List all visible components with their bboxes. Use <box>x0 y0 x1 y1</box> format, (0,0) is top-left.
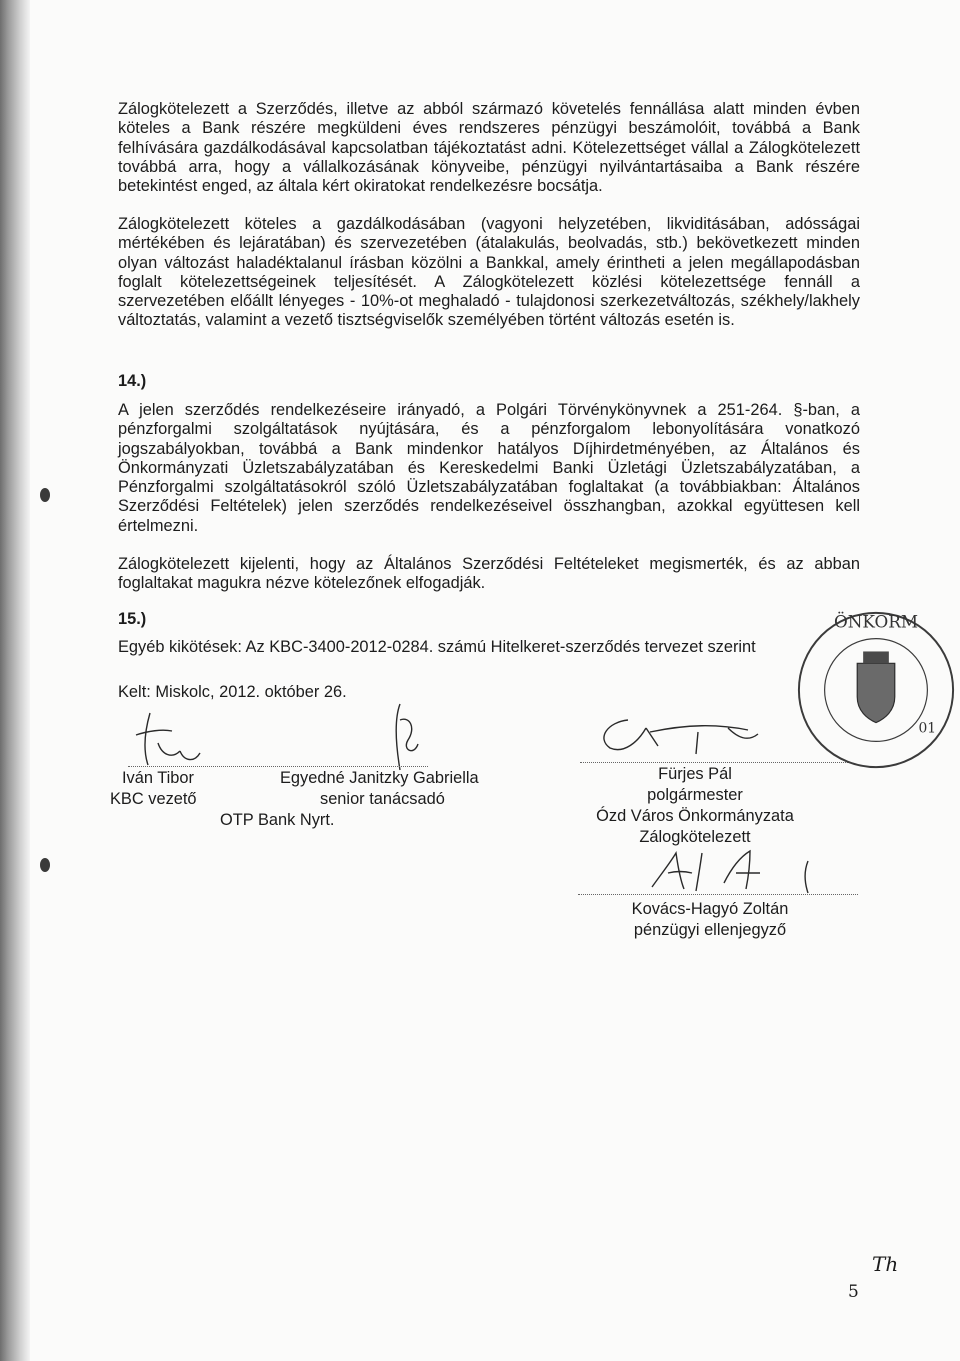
section-heading-15: 15.) <box>118 610 147 628</box>
municipality-name: Ózd Város Önkormányzata <box>596 807 794 825</box>
stamp-number: 01 <box>918 720 937 737</box>
signature-line-finance <box>578 894 858 895</box>
signatory-name-ivan-tibor: Iván Tibor <box>122 769 194 787</box>
signatory-name-furjes: Fürjes Pál <box>658 765 732 783</box>
paragraph-other-terms: Egyéb kikötések: Az KBC-3400-2012-0284. számú Hitelkeret-szerződés tervezet szerint <box>118 638 756 656</box>
bank-name: OTP Bank Nyrt. <box>220 811 335 829</box>
signature-janitzky <box>370 700 430 775</box>
paragraph-notification: Zálogkötelezett köteles a gazdálkodásában (vagyoni helyzetében, likviditásában, adósságai mértékében és lejáratában) és szervezetében (átalakulás, beolvadás, stb.) bekövetkezett minden olyan változást haladéktalanul írásban közölni a Bankkal, amely érintheti a jelen megállapodásban foglalt kötelezettségeinek teljesítését. A Zálogkötelezett közlési kötelezettsége fennáll a szervezetében előállt lényeges - 10%-ot meghaladó - tulajdonosi szerkezetváltozás, székhely/lakhely változtatás, valamint a vezető tisztségviselők személyében történt változás esetén is. <box>118 215 860 330</box>
signatory-title-kbc: KBC vezető <box>110 790 197 808</box>
signature-ivan-tibor <box>128 705 218 775</box>
signatory-name-janitzky: Egyedné Janitzky Gabriella <box>280 769 479 787</box>
signatory-title-finance: pénzügyi ellenjegyző <box>633 921 787 939</box>
page-initials: Th <box>872 1252 899 1276</box>
signature-furjes <box>588 702 788 762</box>
paragraph-acceptance: Zálogkötelezett kijelenti, hogy az Általános Szerződési Feltételeket megismerték, és az abban foglaltakat magukra nézve kötelezőnek elfogadják. <box>118 555 860 593</box>
signatory-name-kovacs-hagyo: Kovács-Hagyó Zoltán <box>631 900 789 918</box>
signatory-title-mayor: polgármester <box>647 786 743 804</box>
municipal-stamp <box>792 604 960 776</box>
role-pledgor: Zálogkötelezett <box>639 828 751 846</box>
page-number: 5 <box>848 1282 859 1302</box>
punch-hole <box>40 858 50 872</box>
paragraph-reporting: Zálogkötelezett a Szerződés, illetve az abból származó követelés fennállása alatt minden évben köteles a Bank részére megküldeni éves rendszeres pénzügyi beszámolóit, továbbá a Bank felhívására gazdálkodásával kapcsolatban tájékoztatást adni. Kötelezettséget vállal a Zálogkötelezett továbbá arra, hogy a vállalkozásának könyveibe, pénzügyi nyilvántartásaiba a Bank részére betekintést enged, az általa kért okiratokat rendelkezésre bocsátja. <box>118 100 860 196</box>
paragraph-governing-terms: A jelen szerződés rendelkezéseire irányadó, a Polgári Törvénykönyvnek a 251-264. §-ban, a pénzforgalmi szolgáltatások nyújtására, és a pénzforgalom lebonyolítására vonatkozó jogszabályokban, továbbá a Bank mindenkor hatályos Díjhirdetményében, az Általános és Önkormányzati Üzletszabályzatában és Kereskedelmi Banki Üzletági Üzletszabályzatában, a Pénzforgalmi szolgáltatásokról szóló Üzletszabályzatában foglaltakat (a továbbiakban: Általános Szerződési Feltételek) jelen szerződés rendelkezéseivel összhangban, azokkal együttesen kell értelmezni. <box>118 401 860 535</box>
svg-text:ÖNKORM: ÖNKORM <box>833 611 919 632</box>
scan-binding-edge <box>0 0 30 1361</box>
punch-hole <box>40 488 50 502</box>
signature-kovacs-hagyo <box>632 843 832 898</box>
signatory-title-senior: senior tanácsadó <box>320 790 445 808</box>
place-and-date: Kelt: Miskolc, 2012. október 26. <box>118 683 347 701</box>
signature-line-otp <box>128 766 428 767</box>
section-heading-14: 14.) <box>118 372 147 390</box>
